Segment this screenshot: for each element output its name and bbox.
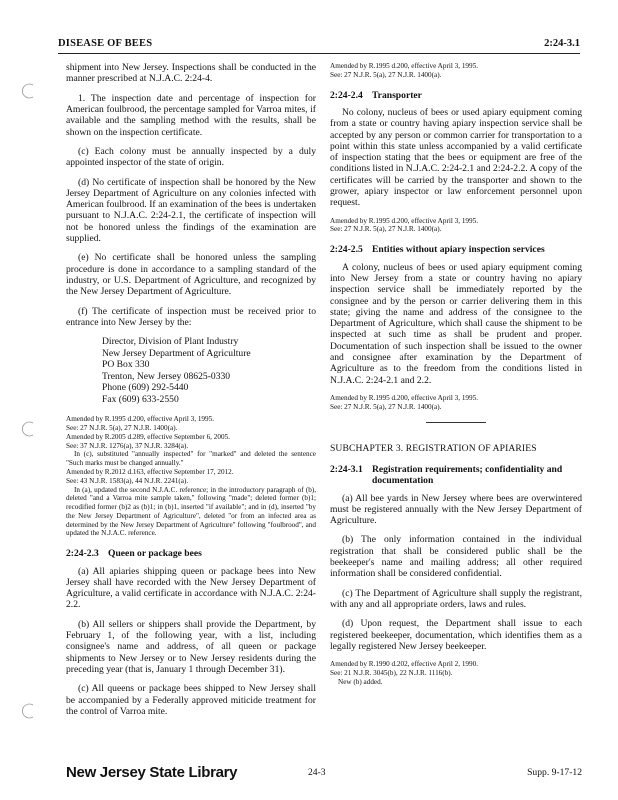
amendment-history [330,217,582,235]
left-column [66,62,316,725]
paragraph: A colony, nucleus of bees or used apiary equipment coming into New Jersey from a state or country having no apiary inspection service shall be immediately reported by the consignee and by the person or carrier delivering them in this state; giving the name and address of the consignee to the Department of Agriculture, which shall cause the shipment to be inspected at such time as shall be prudent and proper. Documentation of such inspection shall be issued to the owner and consignee after examination by the Department of Agriculture as to the freedom from the conditions listed in N.J.A.C. 2:24-2.1 and 2.2. [330,261,582,386]
address-line: Phone (609) 292-5440 [102,382,189,394]
amendment-line: See: 27 N.J.R. 5(a), 27 N.J.R. 1400(a). [66,424,178,433]
header-chapter-title: DISEASE OF BEES [58,38,153,49]
amendment-line: See: 27 N.J.R. 5(a), 27 N.J.R. 1400(a). [330,402,442,411]
subchapter-heading: SUBCHAPTER 3. REGISTRATION OF APIARIES [330,442,537,454]
amendment-line: See: 27 N.J.R. 5(a), 27 N.J.R. 1400(a). [330,70,442,79]
paragraph: (c) The Department of Agriculture shall supply the registrant, with any and all appropriate orders, laws and rules. [330,587,582,610]
right-column [330,62,582,697]
header-section-number: 2:24-3.1 [544,38,580,49]
address-block [102,336,316,405]
paragraph: 1. The inspection date and percentage of inspection for American foulbrood, the percentage sampled for Varroa mites, if available and the sampling method with the results, shall be shown on the inspection certificate. [66,92,316,138]
paragraph: (f) The certificate of inspection must be received prior to entrance into New Jersey by the: [66,305,316,328]
running-header [58,37,580,54]
amendment-line: Amended by R.1995 d.200, effective April 3, 1995. [330,394,478,402]
section-number: 2:24-2.3 [66,548,99,560]
paragraph: (b) All sellers or shippers shall provide the Department, by February 1, of the following year, with a list, including consignee's name and address, of all queen or package shipments to New Jersey or to New Jersey residents during the preceding year (that is, January 1 through December 31). [66,618,316,675]
amendment-line: See: 43 N.J.R. 1583(a), 44 N.J.R. 2241(a). [66,476,189,485]
paragraph: (b) The only information contained in the individual registration that shall be considered public shall be the beekeeper's name and mailing address; all other required information shall be considered confidential. [330,534,582,580]
section-heading [66,548,316,559]
section-number: 2:24-2.5 [330,244,363,256]
paragraph: (d) No certificate of inspection shall be honored by the New Jersey Department of Agriculture on any colonies infected with American foulbrood. If an examination of the bees is undertaken pursuant to N.J.A.C. 2:24-2.1, the certificate of inspection will not be honored unless the findings of the examination are supplied. [66,176,316,245]
amendment-line: Amended by R.1995 d.200, effective April 3, 1995. [330,62,478,70]
paragraph: (e) No certificate shall be honored unless the sampling procedure is done in accordance to a sampling standard of the industry, or U.S. Department of Agriculture, and recognized by the New Jersey Department of Agriculture. [66,252,316,298]
supplement-date: Supp. 9-17-12 [527,767,582,778]
amendment-line: Amended by R.1995 d.200, effective April 3, 1995. [330,216,478,225]
punch-hole-icon [20,82,38,100]
paragraph: (a) All apiaries shipping queen or package bees into New Jersey shall have recorded with the New Jersey Department of Agriculture, a valid certificate in accordance with N.J.A.C. 2:24-2.2. [66,565,316,611]
section-heading [330,244,582,255]
amendment-line: See: 27 N.J.R. 5(a), 27 N.J.R. 1400(a). [330,225,442,234]
address-line: Fax (609) 633-2550 [102,393,179,405]
amendment-line: See: 21 N.J.R. 3045(b), 22 N.J.R. 1116(b). [330,669,453,678]
amendment-history [330,660,582,686]
amendment-note: New (b) added. [338,677,383,686]
section-heading [330,90,582,101]
amendment-history [330,62,582,80]
address-line: Trenton, New Jersey 08625-0330 [102,370,231,382]
section-number: 2:24-2.4 [330,89,363,101]
amendment-line: Amended by R.2005 d.289, effective September 6, 2005. [66,432,230,441]
page-number: 24-3 [308,767,326,778]
address-line: PO Box 330 [102,359,150,371]
paragraph: (c) Each colony must be annually inspected by a duly appointed inspector of the state of origin. [66,145,316,169]
address-line: Director, Division of Plant Industry [102,336,239,348]
amendment-history [66,415,316,538]
section-heading [330,464,582,487]
section-number: 2:24-3.1 [330,463,363,475]
library-logo: New Jersey State Library [66,764,238,781]
amendment-line: See: 37 N.J.R. 1276(a), 37 N.J.R. 3284(a). [66,441,189,450]
paragraph: (a) All bee yards in New Jersey where bees are overwintered must be registered annually with the New Jersey Department of Agriculture. [330,492,582,527]
amendment-line: Amended by R.1990 d.202, effective April 2, 1990. [330,660,478,669]
amendment-note: In (c), substituted "annually inspected" for "marked" and deleted the sentence "Such marks must be changed annually." [66,450,316,468]
page-footer [66,764,582,784]
address-line: New Jersey Department of Agriculture [102,347,251,359]
section-title: Queen or package bees [108,548,202,560]
section-title: Transporter [372,89,422,101]
section-divider [426,422,486,423]
punch-hole-icon [20,420,38,438]
amendment-line: Amended by R.2012 d.163, effective September 17, 2012. [66,467,234,476]
paragraph: (c) All queens or package bees shipped to New Jersey shall be accompanied by a Federally approved miticide treatment for the control of Varroa mite. [66,683,316,717]
paragraph: shipment into New Jersey. Inspections shall be conducted in the manner prescribed at N.J.A.C. 2:24-4. [66,62,316,85]
section-title: Entities without apiary inspection services [372,244,545,256]
section-title: Registration requirements; confidentiality and documentation [372,463,563,487]
amendment-line: Amended by R.1995 d.200, effective April 3, 1995. [66,415,214,424]
punch-hole-icon [20,702,38,720]
amendment-note: In (a), updated the second N.J.A.C. reference; in the introductory paragraph of (b), deleted "and a Varroa mite sample taken," following "made"; deleted former (b)1; recodified former (b)2 as (b)1; in (b)1, inserted "if available"; and in (d), inserted "by the New Jersey Department of Agriculture", deleted "or from an infected area as determined by the New Jersey Department of Agriculture" following "foulbrood", and updated the N.J.A.C. reference. [66,485,316,538]
amendment-history [330,394,582,412]
paragraph: No colony, nucleus of bees or used apiary equipment coming from a state or country having apiary inspection service shall be accepted by any person or common carrier for transportation to a point within this state unless accompanied by a valid certificate of inspection stating that the bees or equipment are free of the conditions listed in N.J.A.C. 2:24-2.1 and 2:24-2.2. A copy of the certificates will be carried by the transporter and shown to the grower, apiary inspector or law enforcement personnel upon request. [330,106,582,209]
paragraph: (d) Upon request, the Department shall issue to each registered beekeeper, documentation, which identifies them as a legally registered New Jersey beekeeper. [330,618,582,652]
